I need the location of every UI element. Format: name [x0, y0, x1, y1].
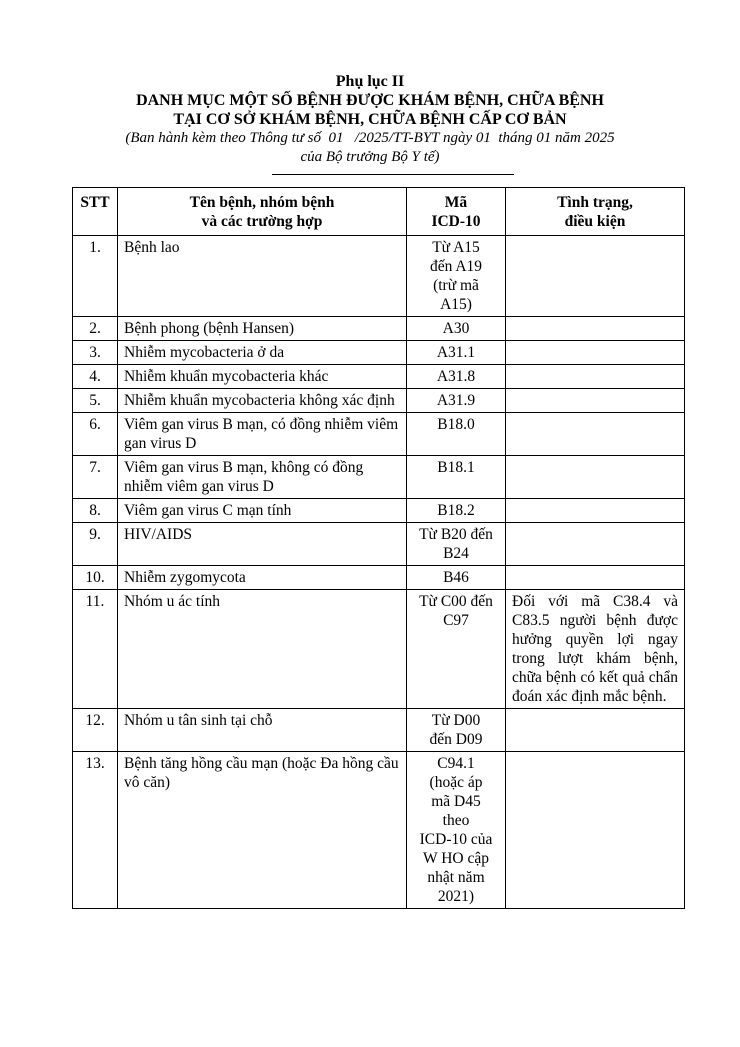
row-number: 13. — [73, 752, 118, 909]
condition-text — [506, 365, 685, 389]
row-number: 5. — [73, 389, 118, 413]
table-row — [73, 341, 685, 365]
icd10-code: A31.1 — [407, 341, 506, 365]
icd10-code: Từ B20 đến B24 — [407, 523, 506, 566]
condition-text — [506, 317, 685, 341]
disease-name: Nhiễm khuẩn mycobacteria không xác định — [118, 389, 407, 413]
icd10-code: B18.1 — [407, 456, 506, 499]
icd10-code: A30 — [407, 317, 506, 341]
condition-text: Đối với mã C38.4 và C83.5 người bệnh được hưởng quyền lợi ngay trong lượt khám bệnh, chữa bệnh có kết quả chẩn đoán xác định mắc bệnh. — [506, 590, 685, 709]
table-row — [73, 389, 685, 413]
row-number: 9. — [73, 523, 118, 566]
table-row — [73, 590, 685, 709]
icd10-code: B18.2 — [407, 499, 506, 523]
table-row — [73, 365, 685, 389]
disease-name: Bệnh phong (bệnh Hansen) — [118, 317, 407, 341]
disease-name: Viêm gan virus B mạn, không có đồng nhiễm viêm gan virus D — [118, 456, 407, 499]
condition-text — [506, 566, 685, 590]
table-row — [73, 413, 685, 456]
condition-text — [506, 752, 685, 909]
column-header-name: Tên bệnh, nhóm bệnh và các trường hợp — [118, 188, 407, 236]
table-row — [73, 709, 685, 752]
condition-text — [506, 341, 685, 365]
document-header — [0, 72, 740, 167]
icd10-code: Từ C00 đến C97 — [407, 590, 506, 709]
disease-name: Viêm gan virus B mạn, có đồng nhiễm viêm gan virus D — [118, 413, 407, 456]
column-header-stt: STT — [73, 188, 118, 236]
disease-name: Nhóm u tân sinh tại chỗ — [118, 709, 407, 752]
table-header-row — [73, 188, 685, 236]
row-number: 1. — [73, 236, 118, 317]
disease-name: Nhiễm zygomycota — [118, 566, 407, 590]
condition-text — [506, 389, 685, 413]
column-header-code: Mã ICD-10 — [407, 188, 506, 236]
disease-table — [72, 187, 685, 909]
condition-text — [506, 709, 685, 752]
disease-name: Nhiễm mycobacteria ở da — [118, 341, 407, 365]
row-number: 6. — [73, 413, 118, 456]
table-row — [73, 499, 685, 523]
icd10-code: B46 — [407, 566, 506, 590]
document-title-line-2: TẠI CƠ SỞ KHÁM BỆNH, CHỮA BỆNH CẤP CƠ BẢN — [173, 111, 567, 128]
header-divider — [272, 174, 514, 175]
disease-name: HIV/AIDS — [118, 523, 407, 566]
row-number: 7. — [73, 456, 118, 499]
condition-text — [506, 499, 685, 523]
icd10-code: A31.8 — [407, 365, 506, 389]
row-number: 10. — [73, 566, 118, 590]
condition-text — [506, 523, 685, 566]
icd10-code: Từ A15 đến A19 (trừ mã A15) — [407, 236, 506, 317]
column-header-condition: Tình trạng, điều kiện — [506, 188, 685, 236]
disease-name: Nhóm u ác tính — [118, 590, 407, 709]
disease-name: Nhiễm khuẩn mycobacteria khác — [118, 365, 407, 389]
row-number: 8. — [73, 499, 118, 523]
condition-text — [506, 236, 685, 317]
row-number: 2. — [73, 317, 118, 341]
condition-text — [506, 413, 685, 456]
row-number: 11. — [73, 590, 118, 709]
icd10-code: B18.0 — [407, 413, 506, 456]
icd10-code: Từ D00 đến D09 — [407, 709, 506, 752]
table-row — [73, 317, 685, 341]
table-row — [73, 752, 685, 909]
disease-name: Bệnh lao — [118, 236, 407, 317]
issuance-note-line-2: của Bộ trưởng Bộ Y tế) — [300, 149, 440, 165]
row-number: 4. — [73, 365, 118, 389]
table-row — [73, 523, 685, 566]
table-row — [73, 566, 685, 590]
issuance-note-line-1: (Ban hành kèm theo Thông tư số 01 /2025/TT-BYT ngày 01 tháng 01 năm 2025 — [125, 130, 615, 146]
disease-name: Viêm gan virus C mạn tính — [118, 499, 407, 523]
table-row — [73, 236, 685, 317]
table-row — [73, 456, 685, 499]
row-number: 12. — [73, 709, 118, 752]
appendix-label: Phụ lục II — [335, 73, 405, 90]
disease-name: Bệnh tăng hồng cầu mạn (hoặc Đa hồng cầu vô căn) — [118, 752, 407, 909]
icd10-code: C94.1 (hoặc áp mã D45 theo ICD-10 của W HO cập nhật năm 2021) — [407, 752, 506, 909]
icd10-code: A31.9 — [407, 389, 506, 413]
condition-text — [506, 456, 685, 499]
document-title-line-1: DANH MỤC MỘT SỐ BỆNH ĐƯỢC KHÁM BỆNH, CHỮA BỆNH — [136, 92, 604, 109]
row-number: 3. — [73, 341, 118, 365]
